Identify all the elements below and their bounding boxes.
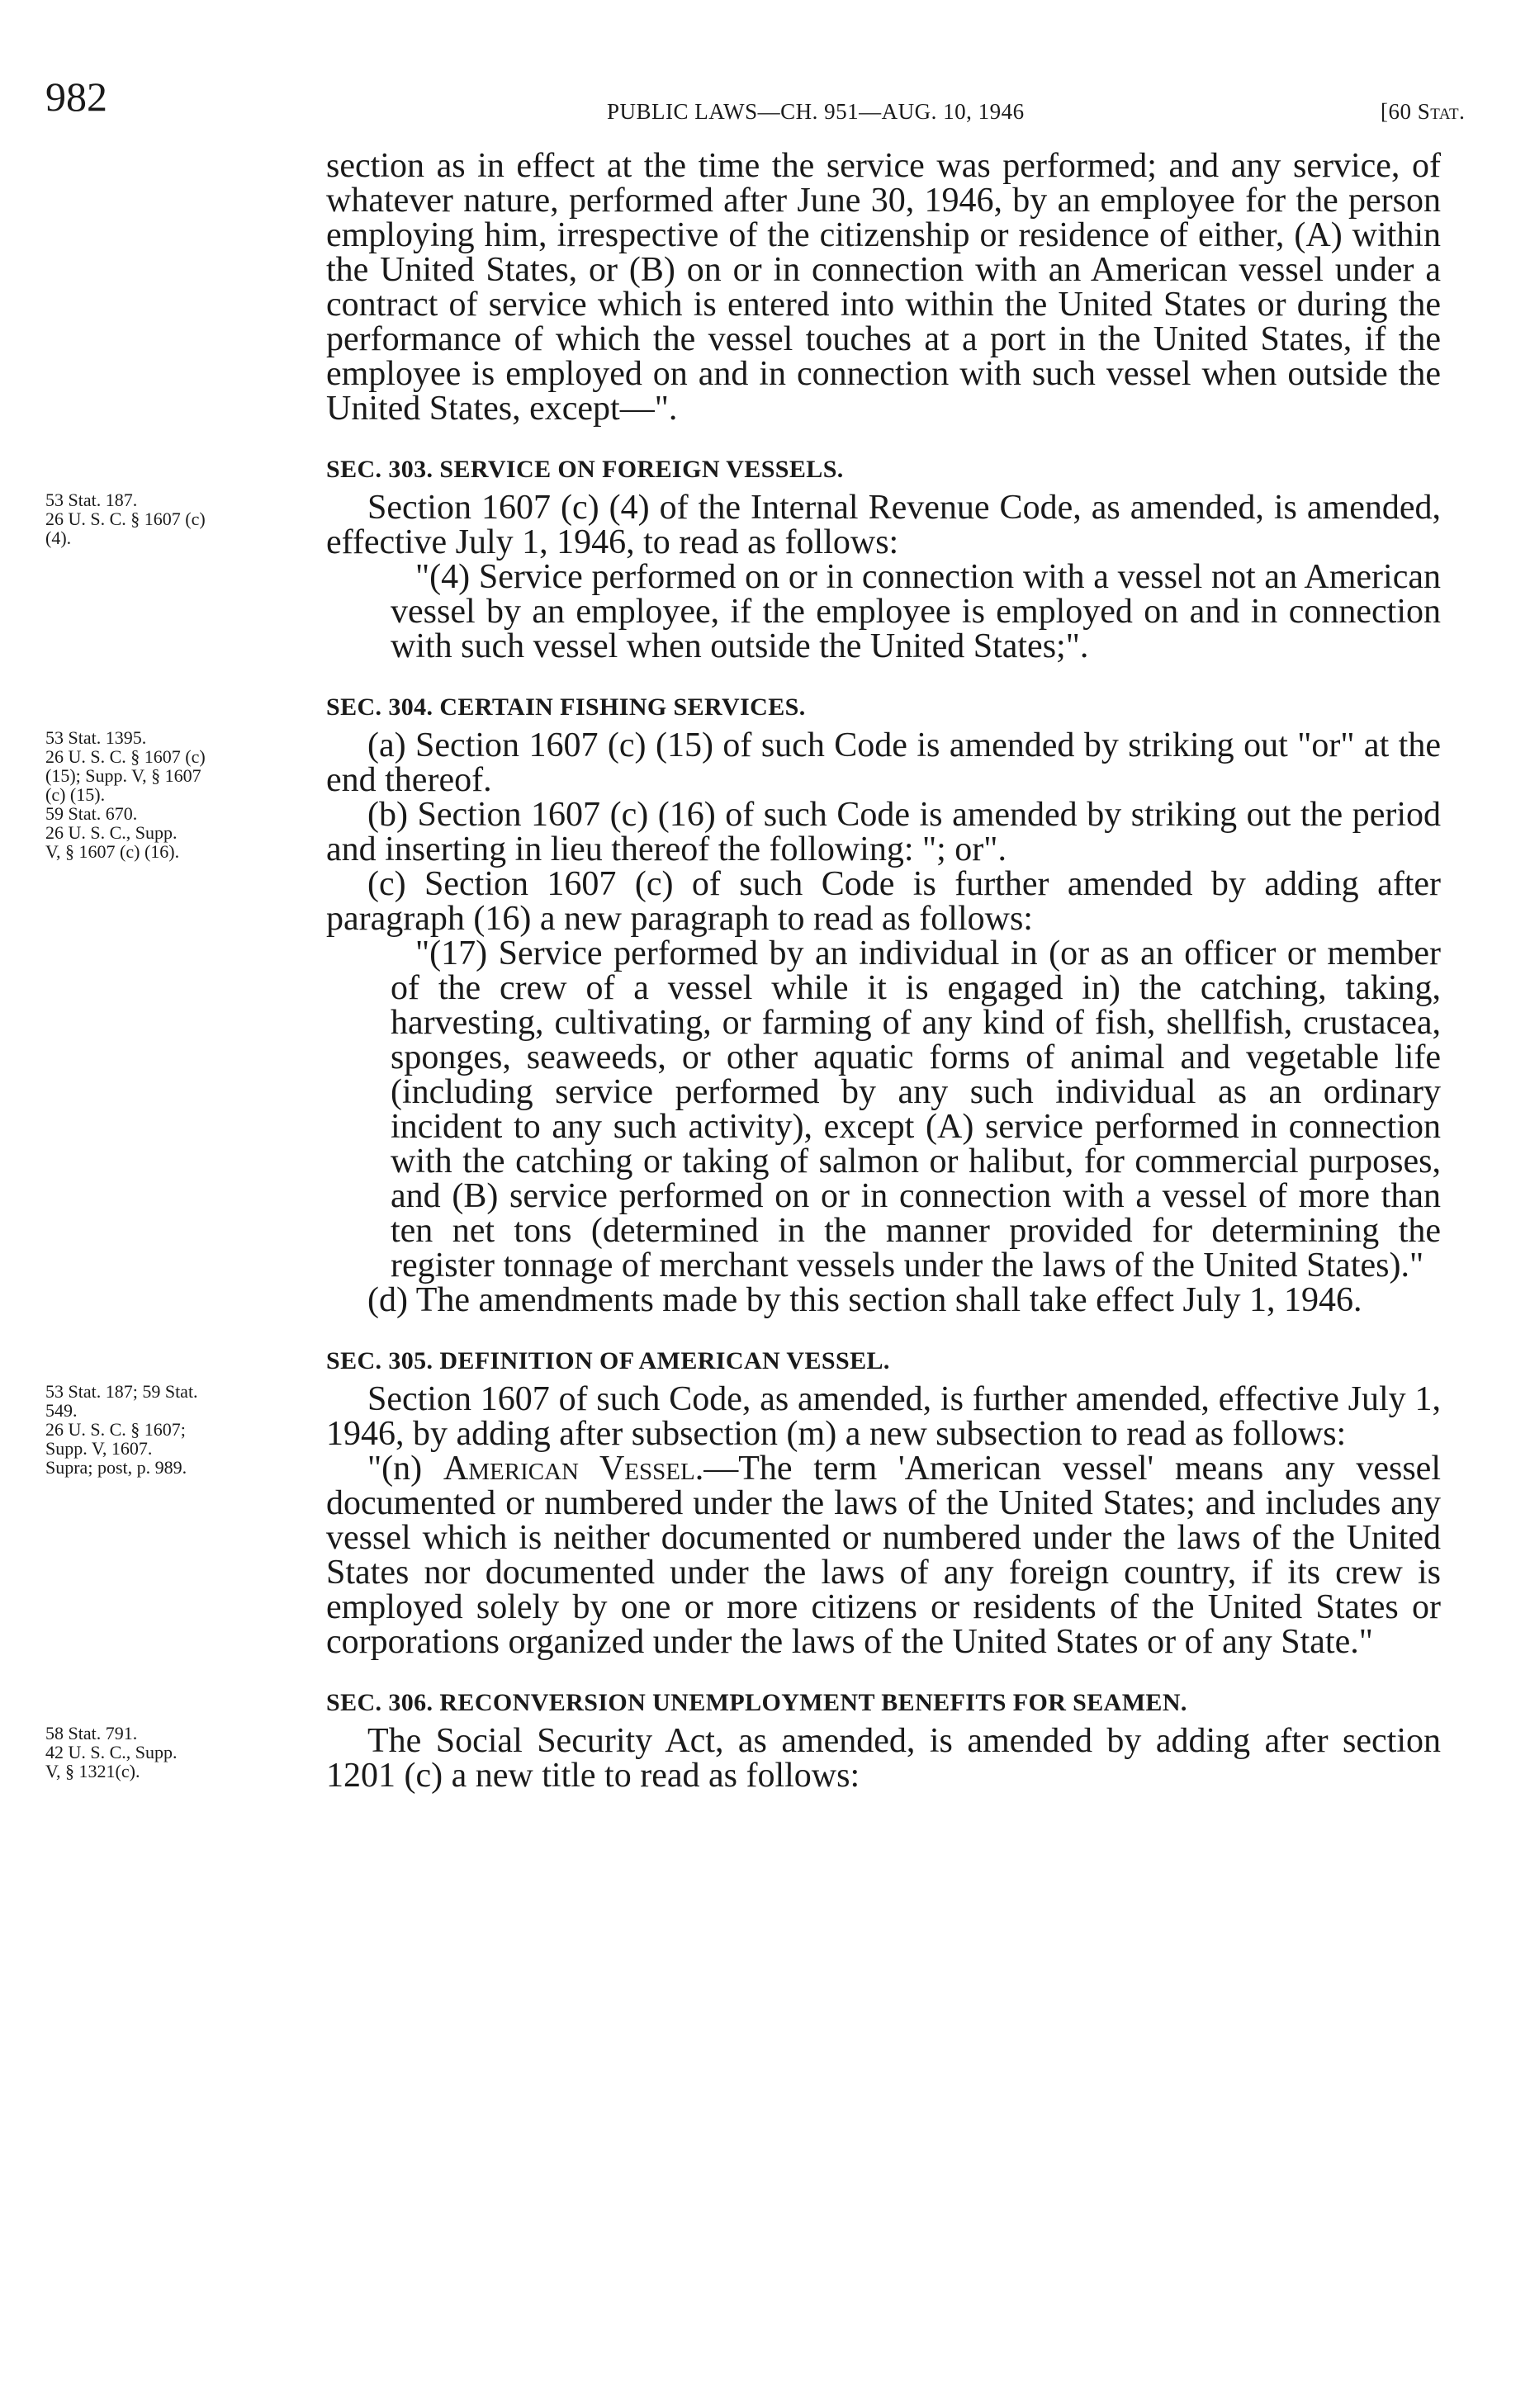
section-304-paragraph-c: (c) Section 1607 (c) of such Code is further amended by adding after paragraph (16) a new paragraph to read as follows: bbox=[326, 865, 1441, 938]
margin-note-line: V, § 1607 (c) (16). bbox=[45, 841, 180, 862]
quote-prefix: "(n) bbox=[367, 1450, 443, 1488]
section-305-quote bbox=[326, 1451, 1441, 1659]
running-title: PUBLIC LAWS—CH. 951—AUG. 10, 1946 bbox=[607, 99, 1025, 124]
section-304-paragraph-b: (b) Section 1607 (c) (16) of such Code is amended by striking out the period and inserting in lieu thereof the following: "; or". bbox=[326, 796, 1441, 868]
margin-note-line: 549. bbox=[45, 1400, 78, 1421]
margin-note-line: 53 Stat. 187. bbox=[45, 490, 138, 510]
intro-paragraph: section as in effect at the time the service was performed; and any service, of whatever nature, performed after June 30, 1946, by an employee for the person employing him, irrespective of the citizenship or residence of either, (A) within the United States, or (B) on or in connection with an American vessel under a contract of service which is entered into within the United States or during the performance of which the vessel touches at a port in the United States, if the employee is employed on and in connection with such vessel when outside the United States, except—". bbox=[326, 147, 1441, 428]
margin-note-sec306 bbox=[45, 1724, 310, 1781]
margin-note-line: (15); Supp. V, § 1607 bbox=[45, 765, 201, 786]
margin-note-line: 26 U. S. C. § 1607 (c) bbox=[45, 509, 206, 529]
margin-note-line: 53 Stat. 187; 59 Stat. bbox=[45, 1381, 198, 1402]
margin-note-line: 26 U. S. C. § 1607; bbox=[45, 1419, 186, 1440]
quote-text: .—The term 'American vessel' means any vessel documented or numbered under the laws of the United States; and includes any vessel which is neither documented or numbered under the laws of the United States nor documented under the laws of any foreign country, if its crew is employed solely by one or more citizens or residents of the United States or corporations organized under the laws of the United States or of any State." bbox=[326, 1450, 1441, 1661]
margin-note-line: 58 Stat. 791. bbox=[45, 1723, 138, 1743]
margin-note-line: 42 U. S. C., Supp. bbox=[45, 1742, 178, 1762]
margin-note-line: 26 U. S. C. § 1607 (c) bbox=[45, 746, 206, 767]
margin-note-line: V, § 1321(c). bbox=[45, 1761, 140, 1781]
section-303-heading: SEC. 303. SERVICE ON FOREIGN VESSELS. bbox=[326, 456, 844, 483]
margin-note-line: (4). bbox=[45, 527, 72, 548]
section-306-heading: SEC. 306. RECONVERSION UNEMPLOYMENT BENEFITS FOR SEAMEN. bbox=[326, 1689, 1187, 1716]
margin-note-sec304 bbox=[45, 728, 310, 861]
margin-note-line: Supp. V, 1607. bbox=[45, 1438, 153, 1459]
section-305-heading: SEC. 305. DEFINITION OF AMERICAN VESSEL. bbox=[326, 1347, 890, 1374]
statute-reference bbox=[1381, 101, 1465, 123]
margin-note-line: Supra; post, p. 989. bbox=[45, 1457, 187, 1478]
section-303-quote: "(4) Service performed on or in connection with a vessel not an American vessel by an employee, if the employee is employed on and in connection with such vessel when outside the United States;". bbox=[391, 558, 1441, 665]
section-304-paragraph-d: (d) The amendments made by this section shall take effect July 1, 1946. bbox=[367, 1281, 1362, 1319]
section-304-quote: "(17) Service performed by an individual in (or as an officer or member of the crew of a vessel while it is engaged in) the catching, taking, harvesting, cultivating, or farming of any kind of fish, shellfish, crustacea, sponges, seaweeds, or other aquatic forms of animal and vegetable life (including service performed by any such individual as an ordinary incident to any such activity), except (A) service performed in connection with the catching or taking of salmon or halibut, for commercial purposes, and (B) service performed on or in connection with a vessel of more than ten net tons (determined in the manner provided for determining the register tonnage of merchant vessels under the laws of the United States)." bbox=[391, 934, 1441, 1284]
section-304-heading: SEC. 304. CERTAIN FISHING SERVICES. bbox=[326, 693, 806, 721]
margin-note-line: 53 Stat. 1395. bbox=[45, 727, 147, 748]
quote-caption: American Vessel bbox=[443, 1450, 695, 1488]
margin-note-sec303 bbox=[45, 490, 310, 547]
section-306-text: The Social Security Act, as amended, is amended by adding after section 1201 (c) a new title to read as follows: bbox=[326, 1722, 1441, 1795]
margin-note-line: 59 Stat. 670. bbox=[45, 803, 138, 824]
statute-bracket: [60 bbox=[1381, 99, 1418, 124]
section-303-text: Section 1607 (c) (4) of the Internal Revenue Code, as amended, is amended, effective July 1, 1946, to read as follows: bbox=[326, 489, 1441, 561]
page-number: 982 bbox=[45, 73, 107, 120]
statute-abbrev: Stat. bbox=[1417, 99, 1466, 124]
margin-note-sec305 bbox=[45, 1382, 310, 1477]
section-305-text: Section 1607 of such Code, as amended, is further amended, effective July 1, 1946, by adding after subsection (m) a new subsection to read as follows: bbox=[326, 1380, 1441, 1453]
section-304-paragraph-a: (a) Section 1607 (c) (15) of such Code is amended by striking out "or" at the end thereof. bbox=[326, 726, 1441, 799]
margin-note-line: 26 U. S. C., Supp. bbox=[45, 822, 178, 843]
body-text bbox=[326, 149, 1441, 1793]
margin-note-line: (c) (15). bbox=[45, 784, 106, 805]
